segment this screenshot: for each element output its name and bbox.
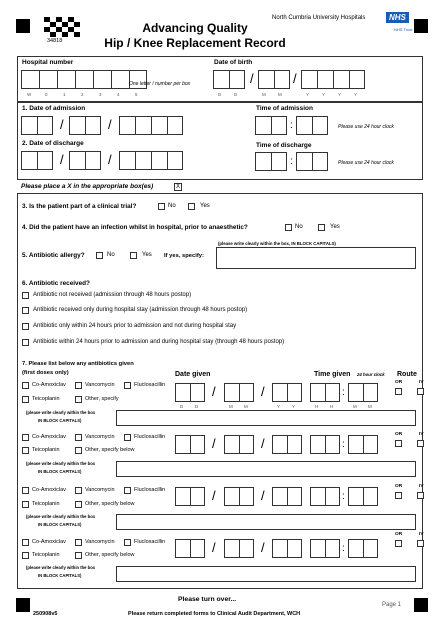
time-clock-hint: 24 hour clock <box>357 372 385 377</box>
dob-sub-2: M <box>262 92 266 97</box>
ab2-co-amoxiclav-label: Co-Amoxiclav <box>32 434 66 440</box>
q6-option-1-label: Antibiotic not received (admission through 48 hours postop) <box>33 292 192 298</box>
ab2-date-year-field[interactable] <box>272 435 302 454</box>
ab4-date-sep-2: / <box>261 540 265 555</box>
ab1-specify-input[interactable] <box>116 410 416 426</box>
q5-no-label: No <box>107 252 115 258</box>
ab3-date-sep-2: / <box>261 488 265 503</box>
form-title-line1: Advancing Quality <box>142 21 248 35</box>
ab1-sub-4: Y <box>277 404 281 409</box>
discharge-year-field[interactable] <box>119 151 183 170</box>
document-code: 250908v5 <box>33 611 58 617</box>
q5-block-hint: (please write clearly within the box, IN BLOCK CAPITALS) <box>218 241 336 246</box>
ab3-teicoplanin-checkbox[interactable] <box>22 501 29 508</box>
ab3-flucloxacillin-label: Flucloxacillin <box>134 487 166 493</box>
ab2-time-hour-field[interactable] <box>310 435 340 454</box>
barcode-number: 34818 <box>47 38 63 44</box>
q4-no-label: No <box>295 224 303 230</box>
time-discharge-label: Time of discharge <box>256 142 312 149</box>
q6-option-2-label: Antibiotic received only during hospital stay (admission through 48 hours postop) <box>33 307 248 313</box>
ab1-sub-7: H <box>330 404 334 409</box>
ab3-or-label: OR <box>395 484 403 489</box>
q5-no-checkbox[interactable] <box>96 252 103 259</box>
nhs-logo: NHS <box>386 12 409 23</box>
ab1-time-colon: : <box>342 387 345 398</box>
registration-marker-bottom-right <box>414 598 428 612</box>
ab3-date-day-field[interactable] <box>175 487 205 506</box>
ab3-time-colon: : <box>342 491 345 502</box>
ab1-iv-label: IV <box>419 380 424 385</box>
registration-marker-top-right <box>414 19 428 33</box>
ab1-time-hour-field[interactable] <box>310 383 340 402</box>
admission-day-field[interactable] <box>21 116 53 135</box>
q5-yes-checkbox[interactable] <box>130 252 137 259</box>
ab2-iv-checkbox[interactable] <box>417 440 424 447</box>
hospital-number-sub-0: W <box>27 92 32 97</box>
q6-option-4-label: Antibiotic within 24 hours prior to admission and during hospital stay (through 48 hours postop) <box>33 339 285 345</box>
q3-no-checkbox[interactable] <box>158 203 165 210</box>
ab2-vancomycin-label: Vancomycin <box>85 434 115 440</box>
ab2-other-checkbox[interactable] <box>75 447 82 454</box>
admission-separator-2: / <box>108 117 112 132</box>
admission-month-field[interactable] <box>69 116 101 135</box>
ab1-time-minute-field[interactable] <box>348 383 378 402</box>
barcode-graphic <box>44 17 80 37</box>
ab1-date-day-field[interactable] <box>175 383 205 402</box>
ab2-flucloxacillin-label: Flucloxacillin <box>134 434 166 440</box>
ab2-or-checkbox[interactable] <box>395 440 402 447</box>
ab4-vancomycin-checkbox[interactable] <box>75 539 82 546</box>
ab1-sub-2: M <box>229 404 233 409</box>
ab2-date-sep-1: / <box>212 436 216 451</box>
dob-sub-0: D <box>218 92 222 97</box>
ab3-iv-label: IV <box>419 484 424 489</box>
q5-specify-label: If yes, specify: <box>164 253 204 259</box>
q6-option-3-label: Antibiotic only within 24 hours prior to admission and not during hospital stay <box>33 323 237 329</box>
ab3-vancomycin-label: Vancomycin <box>85 487 115 493</box>
ab4-teicoplanin-checkbox[interactable] <box>22 552 29 559</box>
hospital-number-sub-6: 5 <box>135 92 138 97</box>
q4-no-checkbox[interactable] <box>285 224 292 231</box>
time-given-header: Time given <box>314 371 351 378</box>
admission-separator-1: / <box>60 117 64 132</box>
time-admission-label: Time of admission <box>256 105 313 112</box>
ab2-time-minute-field[interactable] <box>348 435 378 454</box>
dob-sub-1: D <box>234 92 238 97</box>
ab1-or-checkbox[interactable] <box>395 388 402 395</box>
x-example-box: X <box>175 184 180 190</box>
ab4-co-amoxiclav-label: Co-Amoxiclav <box>32 539 66 545</box>
discharge-separator-2: / <box>108 152 112 167</box>
ab1-vancomycin-checkbox[interactable] <box>75 382 82 389</box>
ab3-date-month-field[interactable] <box>224 487 254 506</box>
ab4-iv-checkbox[interactable] <box>417 540 424 547</box>
ab4-time-colon: : <box>342 543 345 554</box>
ab1-sub-8: M <box>353 404 357 409</box>
ab1-date-sep-1: / <box>212 384 216 399</box>
ab4-time-hour-field[interactable] <box>310 539 340 558</box>
ab2-block-hint-1: (please write clearly within the box <box>26 461 96 466</box>
dob-year-field[interactable] <box>301 70 365 89</box>
ab1-flucloxacillin-label: Flucloxacillin <box>134 382 166 388</box>
ab1-other-label: Other, specify <box>85 396 119 402</box>
dob-sub-5: Y <box>322 92 326 97</box>
q3-label: 3. Is the patient part of a clinical trial? <box>22 203 137 210</box>
ab1-vancomycin-label: Vancomycin <box>85 382 115 388</box>
dob-sub-7: Y <box>354 92 358 97</box>
ab4-vancomycin-label: Vancomycin <box>85 539 115 545</box>
ab2-date-day-field[interactable] <box>175 435 205 454</box>
discharge-day-field[interactable] <box>21 151 53 170</box>
ab1-block-hint-2: IN BLOCK CAPITALS) <box>38 418 82 423</box>
ab1-iv-checkbox[interactable] <box>417 388 424 395</box>
admission-year-field[interactable] <box>119 116 183 135</box>
discharge-separator-1: / <box>60 152 64 167</box>
q4-yes-label: Yes <box>330 224 340 230</box>
q5-yes-label: Yes <box>142 252 152 258</box>
discharge-time-colon: : <box>290 156 293 167</box>
ab2-co-amoxiclav-checkbox[interactable] <box>22 434 29 441</box>
q6-option-2-checkbox[interactable] <box>22 307 29 314</box>
ab2-time-colon: : <box>342 439 345 450</box>
q5-allergy-input[interactable] <box>216 247 416 269</box>
ab3-specify-input[interactable] <box>116 514 416 530</box>
q6-option-4-checkbox[interactable] <box>22 339 29 346</box>
hospital-number-label: Hospital number <box>22 59 74 66</box>
ab4-block-hint-1: (please write clearly within the box <box>26 565 96 570</box>
route-header: Route <box>397 371 417 378</box>
ab3-date-year-field[interactable] <box>272 487 302 506</box>
hospital-number-hint: One letter / number per box <box>129 81 191 87</box>
ab4-other-label: Other, specify below <box>85 552 135 558</box>
ab2-date-sep-2: / <box>261 436 265 451</box>
ab1-teicoplanin-label: Teicoplanin <box>32 396 60 402</box>
ab3-flucloxacillin-checkbox[interactable] <box>124 487 131 494</box>
ab4-date-sep-1: / <box>212 540 216 555</box>
ab3-teicoplanin-label: Teicoplanin <box>32 501 60 507</box>
admission-time-colon: : <box>290 120 293 131</box>
discharge-date-label: 2. Date of discharge <box>22 140 84 147</box>
discharge-minute-field[interactable] <box>296 152 328 171</box>
q3-yes-checkbox[interactable] <box>188 203 195 210</box>
ab4-flucloxacillin-checkbox[interactable] <box>124 539 131 546</box>
ab1-teicoplanin-checkbox[interactable] <box>22 396 29 403</box>
ab1-or-label: OR <box>395 380 403 385</box>
ab4-specify-input[interactable] <box>116 566 416 582</box>
q7-label-line1: 7. Please list below any antibiotics given <box>22 361 134 367</box>
ab3-block-hint-1: (please write clearly within the box <box>26 514 96 519</box>
ab1-date-year-field[interactable] <box>272 383 302 402</box>
hospital-number-sub-1: 0 <box>45 92 48 97</box>
ab3-block-hint-2: IN BLOCK CAPITALS) <box>38 522 82 527</box>
dob-separator-1: / <box>250 71 254 86</box>
discharge-month-field[interactable] <box>69 151 101 170</box>
ab4-teicoplanin-label: Teicoplanin <box>32 552 60 558</box>
discharge-clock-hint: Please use 24 hour clock <box>338 160 394 166</box>
dob-sub-4: Y <box>306 92 310 97</box>
ab1-sub-9: M <box>368 404 372 409</box>
ab1-block-hint-1: (please write clearly within the box <box>26 410 96 415</box>
hospital-number-sub-4: 3 <box>99 92 102 97</box>
hospital-number-sub-5: 4 <box>117 92 120 97</box>
ab1-sub-1: D <box>195 404 199 409</box>
ab2-other-label: Other, specify below <box>85 447 135 453</box>
ab4-or-checkbox[interactable] <box>395 540 402 547</box>
q6-label: 6. Antibiotic received? <box>22 280 90 287</box>
q6-option-1-checkbox[interactable] <box>22 292 29 299</box>
ab2-block-hint-2: IN BLOCK CAPITALS) <box>38 469 82 474</box>
ab1-sub-3: M <box>244 404 248 409</box>
ab2-date-month-field[interactable] <box>224 435 254 454</box>
form-title-line2: Hip / Knee Replacement Record <box>104 36 286 50</box>
date-given-header: Date given <box>175 371 211 378</box>
ab2-vancomycin-checkbox[interactable] <box>75 434 82 441</box>
q3-yes-label: Yes <box>200 203 210 209</box>
ab1-date-month-field[interactable] <box>224 383 254 402</box>
return-instruction: Please return completed forms to Clinical Audit Department, WCH <box>128 611 301 617</box>
ab3-co-amoxiclav-checkbox[interactable] <box>22 487 29 494</box>
ab4-or-label: OR <box>395 532 403 537</box>
ab3-other-label: Other, specify below <box>85 501 135 507</box>
ab2-flucloxacillin-checkbox[interactable] <box>124 434 131 441</box>
ab3-co-amoxiclav-label: Co-Amoxiclav <box>32 487 66 493</box>
ab3-time-hour-field[interactable] <box>310 487 340 506</box>
q6-option-3-checkbox[interactable] <box>22 323 29 330</box>
hospital-number-sub-2: 1 <box>63 92 66 97</box>
ab3-other-checkbox[interactable] <box>75 501 82 508</box>
ab4-co-amoxiclav-checkbox[interactable] <box>22 539 29 546</box>
ab2-specify-input[interactable] <box>116 461 416 477</box>
q3-no-label: No <box>168 203 176 209</box>
place-x-instruction: Please place a X in the appropriate box(es) <box>21 183 154 190</box>
ab4-date-day-field[interactable] <box>175 539 205 558</box>
ab4-date-month-field[interactable] <box>224 539 254 558</box>
dob-day-field[interactable] <box>213 70 245 89</box>
ab3-iv-checkbox[interactable] <box>417 492 424 499</box>
ab2-or-label: OR <box>395 432 403 437</box>
ab2-teicoplanin-label: Teicoplanin <box>32 447 60 453</box>
org-name: North Cumbria University Hospitals <box>272 15 366 21</box>
q5-label: 5. Antibiotic allergy? <box>22 252 85 259</box>
dob-sub-6: Y <box>338 92 342 97</box>
ab2-teicoplanin-checkbox[interactable] <box>22 447 29 454</box>
q4-yes-checkbox[interactable] <box>318 224 325 231</box>
ab4-iv-label: IV <box>419 532 424 537</box>
ab1-sub-5: Y <box>292 404 296 409</box>
admission-hour-field[interactable] <box>255 116 287 135</box>
ab1-sub-0: D <box>180 404 184 409</box>
dob-separator-2: / <box>293 71 297 86</box>
admission-minute-field[interactable] <box>296 116 328 135</box>
registration-marker-bottom-left <box>16 598 30 612</box>
dob-sub-3: M <box>278 92 282 97</box>
q7-label-line2: (first doses only) <box>22 370 69 376</box>
hospital-number-sub-3: 2 <box>81 92 84 97</box>
ab4-block-hint-2: IN BLOCK CAPITALS) <box>38 573 82 578</box>
q4-label: 4. Did the patient have an infection whilst in hospital, prior to anaesthetic? <box>22 224 248 231</box>
admission-date-label: 1. Date of admission <box>22 105 86 112</box>
ab4-other-checkbox[interactable] <box>75 552 82 559</box>
ab4-date-year-field[interactable] <box>272 539 302 558</box>
ab1-date-sep-2: / <box>261 384 265 399</box>
ab3-time-minute-field[interactable] <box>348 487 378 506</box>
page-number: Page 1 <box>382 602 402 608</box>
dob-label: Date of birth <box>214 59 253 66</box>
registration-marker-top-left <box>16 19 30 33</box>
ab3-date-sep-1: / <box>212 488 216 503</box>
ab3-or-checkbox[interactable] <box>395 492 402 499</box>
turn-over-note: Please turn over... <box>178 596 237 603</box>
dob-month-field[interactable] <box>258 70 290 89</box>
ab4-time-minute-field[interactable] <box>348 539 378 558</box>
ab4-flucloxacillin-label: Flucloxacillin <box>134 539 166 545</box>
ab1-co-amoxiclav-label: Co-Amoxiclav <box>32 382 66 388</box>
ab3-vancomycin-checkbox[interactable] <box>75 487 82 494</box>
discharge-hour-field[interactable] <box>255 152 287 171</box>
trust-label: NHS Trust <box>394 27 413 32</box>
ab1-sub-6: H <box>315 404 319 409</box>
admission-clock-hint: Please use 24 hour clock <box>338 124 394 130</box>
ab2-iv-label: IV <box>419 432 424 437</box>
ab1-other-checkbox[interactable] <box>75 396 82 403</box>
ab1-co-amoxiclav-checkbox[interactable] <box>22 382 29 389</box>
ab1-flucloxacillin-checkbox[interactable] <box>124 382 131 389</box>
